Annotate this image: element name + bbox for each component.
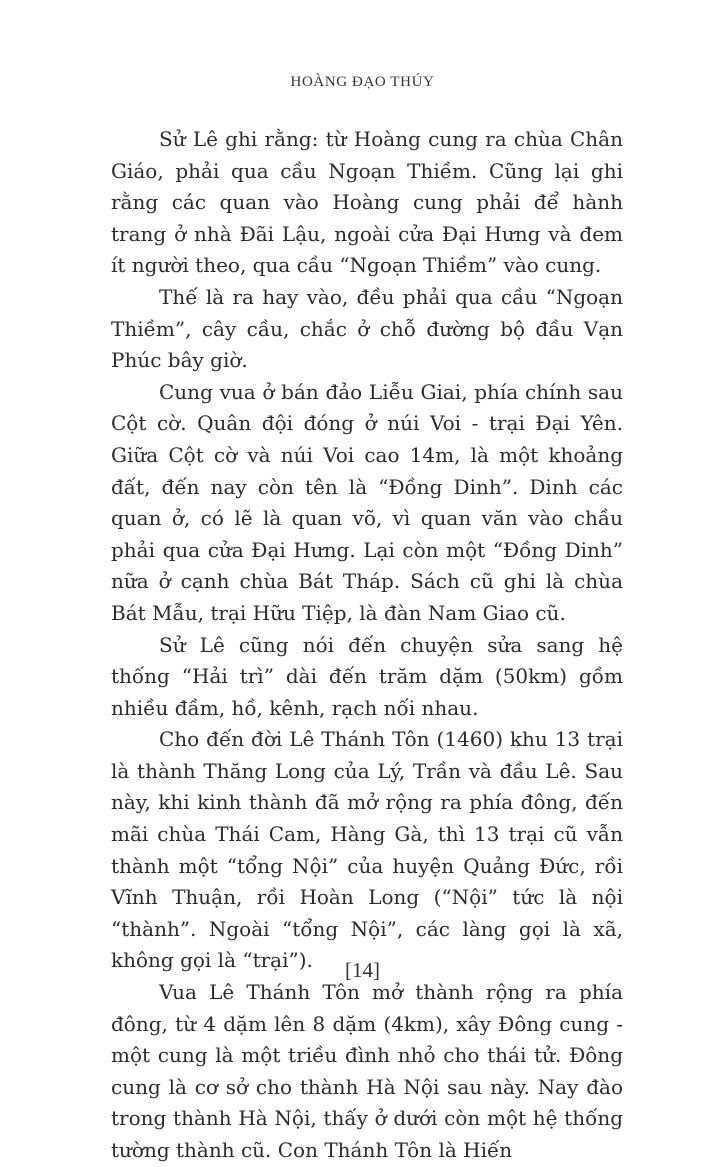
paragraph: Thế là ra hay vào, đều phải qua cầu “Ngoạn Thiềm”, cây cầu, chắc ở chỗ đường bộ đầu Vạn Phúc bây giờ.: [111, 284, 623, 373]
page-number: [14]: [345, 958, 380, 982]
body-text: [111, 124, 623, 1167]
paragraph: Sử Lê ghi rằng: từ Hoàng cung ra chùa Chân Giáo, phải qua cầu Ngoạn Thiềm. Cũng lại ghi rằng các quan vào Hoàng cung phải để hành trang ở nhà Đãi Lậu, ngoài cửa Đại Hưng và đem ít người theo, qua cầu “Ngoạn Thiềm” vào cung.: [111, 127, 623, 278]
paragraph: Sử Lê cũng nói đến chuyện sửa sang hệ thống “Hải trì” dài đến trăm dặm (50km) gồm nhiều đầm, hồ, kênh, rạch nối nhau.: [111, 632, 623, 720]
paragraph: Cung vua ở bán đảo Liễu Giai, phía chính sau Cột cờ. Quân đội đóng ở núi Voi - trại Đại Yên. Giữa Cột cờ và núi Voi cao 14m, là một khoảng đất, đến nay còn tên là “Đồng Dinh”. Dinh các quan ở, có lẽ là quan võ, vì quan văn vào chầu phải qua cửa Đại Hưng. Lại còn một “Đồng Dinh” nữa ở cạnh chùa Bát Tháp. Sách cũ ghi là chùa Bát Mẫu, trại Hữu Tiệp, là đàn Nam Giao cũ.: [111, 379, 623, 625]
paragraph: Cho đến đời Lê Thánh Tôn (1460) khu 13 trại là thành Thăng Long của Lý, Trần và đầu Lê. Sau này, khi kinh thành đã mở rộng ra phía đông, đến mãi chùa Thái Cam, Hàng Gà, thì 13 trại cũ vẫn thành một “tổng Nội” của huyện Quảng Đức, rồi Vĩnh Thuận, rồi Hoàn Long (“Nội” tức là nội “thành”. Ngoài “tổng Nội”, các làng gọi là xã, không gọi là “trại”).: [111, 727, 623, 973]
running-header-title: HOÀNG ĐẠO THÚY: [290, 74, 435, 90]
paragraph: Vua Lê Thánh Tôn mở thành rộng ra phía đông, từ 4 dặm lên 8 dặm (4km), xây Đông cung - một cung là một triều đình nhỏ cho thái tử. Đông cung là cơ sở cho thành Hà Nội sau này. Nay đào trong thành Hà Nội, thấy ở dưới còn một hệ thống tường thành cũ. Con Thánh Tôn là Hiến: [111, 980, 623, 1162]
